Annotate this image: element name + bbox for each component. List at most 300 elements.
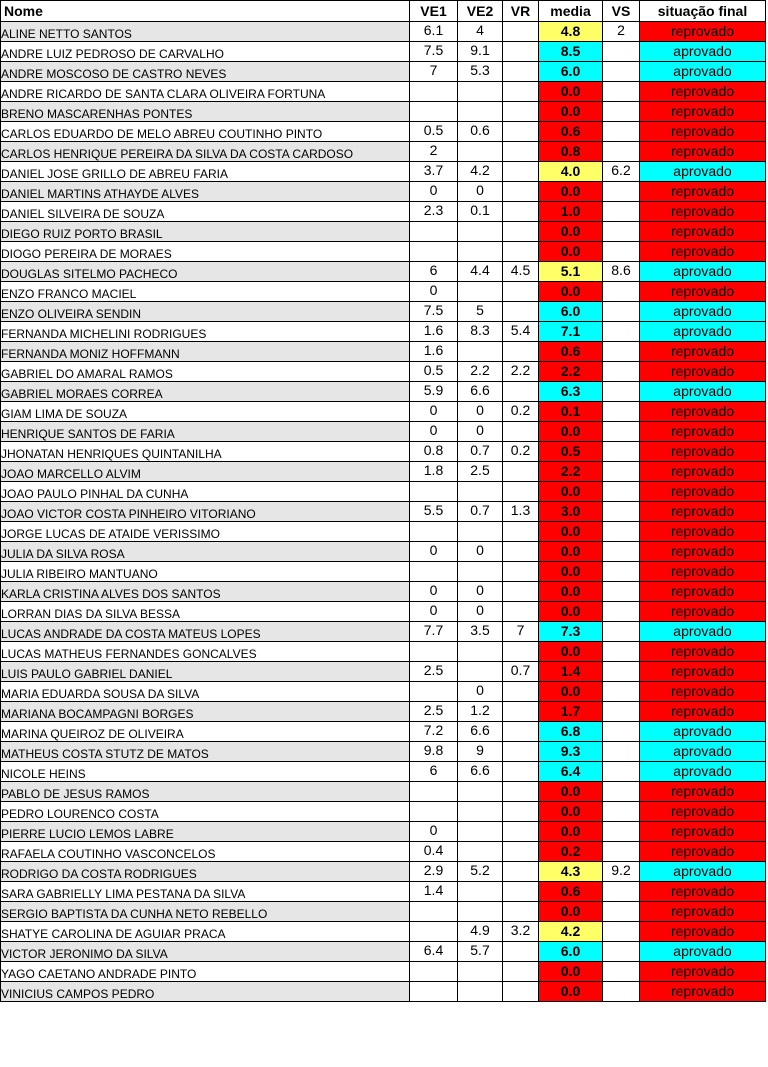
grade-vr (503, 742, 539, 762)
grade-ve2 (458, 562, 503, 582)
grade-ve2: 0 (458, 682, 503, 702)
student-name: SARA GABRIELLY LIMA PESTANA DA SILVA (1, 882, 410, 902)
grade-media: 0.0 (539, 482, 603, 502)
table-row (1, 822, 766, 842)
grade-ve1: 0 (410, 582, 458, 602)
grade-vs (603, 682, 640, 702)
grade-media: 0.8 (539, 142, 603, 162)
student-name: JULIA RIBEIRO MANTUANO (1, 562, 410, 582)
status-final: reprovado (640, 202, 766, 222)
grade-vs (603, 962, 640, 982)
status-final: reprovado (640, 642, 766, 662)
table-row (1, 142, 766, 162)
grade-media: 4.8 (539, 22, 603, 42)
student-name: DIEGO RUIZ PORTO BRASIL (1, 222, 410, 242)
header-ve1: VE1 (410, 1, 458, 22)
grade-ve1: 5.5 (410, 502, 458, 522)
grade-vs: 9.2 (603, 862, 640, 882)
grade-media: 0.0 (539, 802, 603, 822)
grade-vr (503, 62, 539, 82)
status-final: reprovado (640, 462, 766, 482)
grade-vs (603, 302, 640, 322)
grade-ve2: 5.2 (458, 862, 503, 882)
grade-ve2: 0 (458, 602, 503, 622)
table-row (1, 222, 766, 242)
student-name: VICTOR JERONIMO DA SILVA (1, 942, 410, 962)
grade-ve1 (410, 802, 458, 822)
grade-ve2: 0 (458, 422, 503, 442)
student-name: DANIEL SILVEIRA DE SOUZA (1, 202, 410, 222)
table-row (1, 782, 766, 802)
grade-vr (503, 382, 539, 402)
grade-vs (603, 362, 640, 382)
table-row (1, 402, 766, 422)
table-row (1, 602, 766, 622)
status-final: reprovado (640, 822, 766, 842)
student-name: JOAO MARCELLO ALVIM (1, 462, 410, 482)
grade-vs: 8.6 (603, 262, 640, 282)
grade-ve2 (458, 142, 503, 162)
grade-vs (603, 102, 640, 122)
grade-ve2 (458, 822, 503, 842)
grade-vs (603, 422, 640, 442)
grade-ve1 (410, 242, 458, 262)
grade-vs (603, 882, 640, 902)
student-name: DANIEL JOSE GRILLO DE ABREU FARIA (1, 162, 410, 182)
status-final: reprovado (640, 182, 766, 202)
grade-media: 0.1 (539, 402, 603, 422)
grade-vr (503, 542, 539, 562)
status-final: reprovado (640, 802, 766, 822)
grade-ve2: 3.5 (458, 622, 503, 642)
status-final: aprovado (640, 162, 766, 182)
grade-vr (503, 142, 539, 162)
table-row (1, 122, 766, 142)
grade-vr (503, 282, 539, 302)
table-row (1, 862, 766, 882)
status-final: reprovado (640, 362, 766, 382)
grade-vs (603, 222, 640, 242)
grade-vs (603, 902, 640, 922)
grade-media: 0.0 (539, 582, 603, 602)
grade-media: 6.4 (539, 762, 603, 782)
grade-ve1 (410, 982, 458, 1002)
grade-ve2: 2.5 (458, 462, 503, 482)
grade-vr (503, 482, 539, 502)
student-name: CARLOS EDUARDO DE MELO ABREU COUTINHO PINTO (1, 122, 410, 142)
grade-ve1 (410, 902, 458, 922)
status-final: reprovado (640, 982, 766, 1002)
grade-vr: 0.2 (503, 402, 539, 422)
grade-ve1: 7.5 (410, 42, 458, 62)
student-name: GABRIEL DO AMARAL RAMOS (1, 362, 410, 382)
grade-ve1: 0.8 (410, 442, 458, 462)
status-final: reprovado (640, 502, 766, 522)
grade-ve1: 0.5 (410, 362, 458, 382)
grade-ve2: 0 (458, 402, 503, 422)
table-row (1, 502, 766, 522)
student-name: ENZO FRANCO MACIEL (1, 282, 410, 302)
grade-vs (603, 602, 640, 622)
table-row (1, 622, 766, 642)
grade-ve2: 5.7 (458, 942, 503, 962)
status-final: reprovado (640, 602, 766, 622)
grade-ve1: 9.8 (410, 742, 458, 762)
grade-media: 1.0 (539, 202, 603, 222)
grade-ve1: 7.2 (410, 722, 458, 742)
grade-ve2: 0 (458, 542, 503, 562)
status-final: reprovado (640, 82, 766, 102)
student-name: YAGO CAETANO ANDRADE PINTO (1, 962, 410, 982)
table-row (1, 962, 766, 982)
grade-ve1: 7.5 (410, 302, 458, 322)
grade-vr (503, 802, 539, 822)
grade-vs (603, 382, 640, 402)
grade-media: 0.0 (539, 782, 603, 802)
grade-ve1 (410, 522, 458, 542)
grade-media: 7.3 (539, 622, 603, 642)
status-final: aprovado (640, 762, 766, 782)
grade-ve2 (458, 882, 503, 902)
status-final: reprovado (640, 842, 766, 862)
grade-media: 0.0 (539, 822, 603, 842)
grade-media: 0.0 (539, 902, 603, 922)
grade-ve2 (458, 342, 503, 362)
grade-vr (503, 762, 539, 782)
grade-vr: 0.7 (503, 662, 539, 682)
grade-vs (603, 462, 640, 482)
student-name: BRENO MASCARENHAS PONTES (1, 102, 410, 122)
grade-ve1: 2.9 (410, 862, 458, 882)
grade-ve1: 0 (410, 602, 458, 622)
student-name: PEDRO LOURENCO COSTA (1, 802, 410, 822)
student-name: GABRIEL MORAES CORREA (1, 382, 410, 402)
grade-media: 0.0 (539, 962, 603, 982)
grade-vr: 4.5 (503, 262, 539, 282)
grade-vr (503, 862, 539, 882)
grade-ve2: 8.3 (458, 322, 503, 342)
grade-vs: 6.2 (603, 162, 640, 182)
grade-vs (603, 582, 640, 602)
table-row (1, 242, 766, 262)
grade-ve1: 1.4 (410, 882, 458, 902)
grade-ve2: 1.2 (458, 702, 503, 722)
grade-media: 6.8 (539, 722, 603, 742)
status-final: reprovado (640, 442, 766, 462)
status-final: reprovado (640, 682, 766, 702)
table-row (1, 682, 766, 702)
student-name: ENZO OLIVEIRA SENDIN (1, 302, 410, 322)
status-final: aprovado (640, 42, 766, 62)
student-name: DOUGLAS SITELMO PACHECO (1, 262, 410, 282)
student-name: FERNANDA MONIZ HOFFMANN (1, 342, 410, 362)
grade-ve2: 4 (458, 22, 503, 42)
table-row (1, 842, 766, 862)
grade-ve2: 9.1 (458, 42, 503, 62)
grade-ve2 (458, 802, 503, 822)
table-row (1, 482, 766, 502)
status-final: aprovado (640, 322, 766, 342)
grade-vr (503, 182, 539, 202)
grade-ve2: 6.6 (458, 762, 503, 782)
student-name: VINICIUS CAMPOS PEDRO (1, 982, 410, 1002)
header-vs: VS (603, 1, 640, 22)
grade-ve2 (458, 522, 503, 542)
header-nome: Nome (1, 1, 410, 22)
student-name: JULIA DA SILVA ROSA (1, 542, 410, 562)
grade-media: 0.0 (539, 242, 603, 262)
grade-ve2: 5.3 (458, 62, 503, 82)
grade-media: 4.3 (539, 862, 603, 882)
grade-media: 0.0 (539, 282, 603, 302)
grade-ve2: 5 (458, 302, 503, 322)
grade-vs (603, 982, 640, 1002)
grade-vr (503, 602, 539, 622)
status-final: aprovado (640, 262, 766, 282)
grade-ve2: 4.4 (458, 262, 503, 282)
table-row (1, 462, 766, 482)
grade-ve1 (410, 782, 458, 802)
grade-vs (603, 642, 640, 662)
student-name: PIERRE LUCIO LEMOS LABRE (1, 822, 410, 842)
grade-media: 1.7 (539, 702, 603, 722)
table-row (1, 522, 766, 542)
grade-vr (503, 582, 539, 602)
table-row (1, 582, 766, 602)
grade-vr: 7 (503, 622, 539, 642)
grade-vs (603, 922, 640, 942)
grade-ve2 (458, 102, 503, 122)
table-row (1, 42, 766, 62)
grade-vs: 2 (603, 22, 640, 42)
grade-media: 0.0 (539, 522, 603, 542)
grade-vr: 2.2 (503, 362, 539, 382)
table-row (1, 362, 766, 382)
header-situacao: situação final (640, 1, 766, 22)
grade-vs (603, 402, 640, 422)
table-row (1, 442, 766, 462)
grade-ve1: 5.9 (410, 382, 458, 402)
grade-ve1 (410, 642, 458, 662)
grade-media: 0.6 (539, 882, 603, 902)
grade-media: 4.2 (539, 922, 603, 942)
status-final: aprovado (640, 622, 766, 642)
table-row (1, 542, 766, 562)
table-row (1, 922, 766, 942)
grade-ve2: 0.7 (458, 502, 503, 522)
grade-vr (503, 882, 539, 902)
student-name: LUCAS MATHEUS FERNANDES GONCALVES (1, 642, 410, 662)
grade-ve1 (410, 102, 458, 122)
grade-vs (603, 802, 640, 822)
grade-vs (603, 782, 640, 802)
grade-media: 0.2 (539, 842, 603, 862)
grade-media: 3.0 (539, 502, 603, 522)
grade-ve2 (458, 902, 503, 922)
grade-ve1 (410, 82, 458, 102)
grade-ve1 (410, 682, 458, 702)
grade-vr (503, 722, 539, 742)
grade-ve2: 6.6 (458, 722, 503, 742)
grade-media: 0.0 (539, 542, 603, 562)
grade-vs (603, 822, 640, 842)
grade-ve2: 9 (458, 742, 503, 762)
grade-ve1: 0 (410, 282, 458, 302)
status-final: reprovado (640, 222, 766, 242)
header-vr: VR (503, 1, 539, 22)
status-final: reprovado (640, 542, 766, 562)
grade-vr: 3.2 (503, 922, 539, 942)
status-final: reprovado (640, 342, 766, 362)
grade-ve1: 1.6 (410, 322, 458, 342)
grade-ve2: 6.6 (458, 382, 503, 402)
student-name: LORRAN DIAS DA SILVA BESSA (1, 602, 410, 622)
grade-vr (503, 42, 539, 62)
grade-media: 0.0 (539, 982, 603, 1002)
grade-vs (603, 322, 640, 342)
grade-ve2 (458, 662, 503, 682)
student-name: CARLOS HENRIQUE PEREIRA DA SILVA DA COSTA CARDOSO (1, 142, 410, 162)
table-row (1, 942, 766, 962)
status-final: reprovado (640, 582, 766, 602)
table-row (1, 702, 766, 722)
grade-vr (503, 822, 539, 842)
status-final: aprovado (640, 742, 766, 762)
student-name: NICOLE HEINS (1, 762, 410, 782)
grade-vs (603, 62, 640, 82)
grade-vs (603, 762, 640, 782)
grade-media: 0.0 (539, 422, 603, 442)
table-row (1, 762, 766, 782)
grade-ve1: 0.4 (410, 842, 458, 862)
grade-ve2 (458, 642, 503, 662)
status-final: reprovado (640, 142, 766, 162)
grade-media: 0.0 (539, 562, 603, 582)
grade-ve2 (458, 482, 503, 502)
student-name: ANDRE RICARDO DE SANTA CLARA OLIVEIRA FORTUNA (1, 82, 410, 102)
status-final: reprovado (640, 782, 766, 802)
grade-vs (603, 662, 640, 682)
grade-ve1 (410, 482, 458, 502)
grade-ve2 (458, 962, 503, 982)
grade-ve2 (458, 282, 503, 302)
grade-media: 2.2 (539, 462, 603, 482)
grade-vs (603, 182, 640, 202)
table-row (1, 262, 766, 282)
grade-ve2 (458, 782, 503, 802)
status-final: reprovado (640, 902, 766, 922)
table-row (1, 662, 766, 682)
grade-ve1 (410, 562, 458, 582)
grade-ve2: 0.6 (458, 122, 503, 142)
table-row (1, 342, 766, 362)
status-final: reprovado (640, 242, 766, 262)
status-final: aprovado (640, 722, 766, 742)
grade-vr (503, 422, 539, 442)
status-final: reprovado (640, 122, 766, 142)
grade-ve1 (410, 922, 458, 942)
header-ve2: VE2 (458, 1, 503, 22)
student-name: LUCAS ANDRADE DA COSTA MATEUS LOPES (1, 622, 410, 642)
grade-media: 0.6 (539, 342, 603, 362)
table-row (1, 422, 766, 442)
grade-vs (603, 622, 640, 642)
student-name: RODRIGO DA COSTA RODRIGUES (1, 862, 410, 882)
grade-ve1: 1.8 (410, 462, 458, 482)
grade-media: 7.1 (539, 322, 603, 342)
status-final: reprovado (640, 662, 766, 682)
student-name: MARIA EDUARDA SOUSA DA SILVA (1, 682, 410, 702)
grade-ve2: 0 (458, 582, 503, 602)
status-final: aprovado (640, 62, 766, 82)
grade-vr (503, 222, 539, 242)
grade-vs (603, 142, 640, 162)
grade-vr: 5.4 (503, 322, 539, 342)
grade-media: 0.5 (539, 442, 603, 462)
student-name: GIAM LIMA DE SOUZA (1, 402, 410, 422)
student-name: MARINA QUEIROZ DE OLIVEIRA (1, 722, 410, 742)
grade-vr (503, 242, 539, 262)
status-final: reprovado (640, 422, 766, 442)
grade-vs (603, 942, 640, 962)
grade-vs (603, 82, 640, 102)
grade-vr: 0.2 (503, 442, 539, 462)
table-row (1, 562, 766, 582)
grade-media: 5.1 (539, 262, 603, 282)
status-final: aprovado (640, 382, 766, 402)
status-final: aprovado (640, 862, 766, 882)
grade-media: 0.0 (539, 602, 603, 622)
student-name: RAFAELA COUTINHO VASCONCELOS (1, 842, 410, 862)
grade-vr (503, 782, 539, 802)
grade-ve1: 2 (410, 142, 458, 162)
student-name: MARIANA BOCAMPAGNI BORGES (1, 702, 410, 722)
table-row (1, 202, 766, 222)
student-name: PABLO DE JESUS RAMOS (1, 782, 410, 802)
grade-media: 6.0 (539, 942, 603, 962)
grade-vs (603, 122, 640, 142)
grade-media: 6.0 (539, 302, 603, 322)
table-row (1, 902, 766, 922)
header-media: media (539, 1, 603, 22)
grade-vr (503, 962, 539, 982)
grade-ve1: 2.5 (410, 702, 458, 722)
grade-media: 9.3 (539, 742, 603, 762)
grade-ve2 (458, 982, 503, 1002)
grade-vs (603, 282, 640, 302)
grade-ve1: 2.5 (410, 662, 458, 682)
grade-media: 1.4 (539, 662, 603, 682)
grade-vr (503, 202, 539, 222)
table-row (1, 722, 766, 742)
grade-ve1: 0 (410, 402, 458, 422)
grade-vr (503, 942, 539, 962)
grade-vs (603, 702, 640, 722)
grade-ve2: 0.1 (458, 202, 503, 222)
status-final: reprovado (640, 22, 766, 42)
status-final: reprovado (640, 482, 766, 502)
student-name: JOAO VICTOR COSTA PINHEIRO VITORIANO (1, 502, 410, 522)
grade-ve2: 4.2 (458, 162, 503, 182)
status-final: reprovado (640, 282, 766, 302)
grade-vr (503, 102, 539, 122)
table-row (1, 22, 766, 42)
status-final: reprovado (640, 922, 766, 942)
grade-ve1 (410, 962, 458, 982)
grade-vr (503, 642, 539, 662)
grade-vr (503, 982, 539, 1002)
table-row (1, 382, 766, 402)
